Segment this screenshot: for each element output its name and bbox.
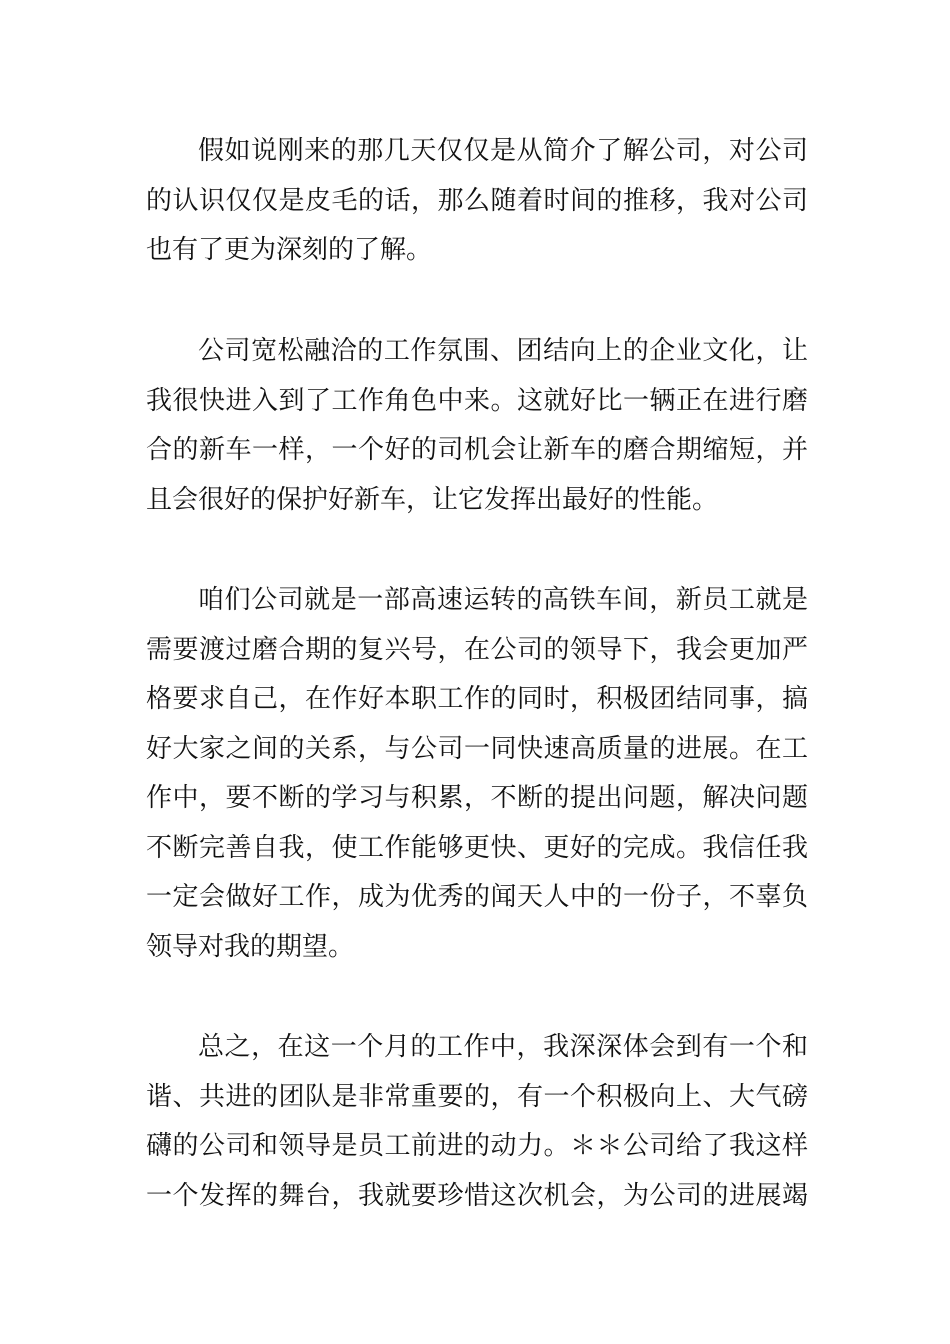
text-line: 谐、共进的团队是非常重要的，有一个积极向上、大气磅: [146, 1081, 808, 1112]
text-line: 假如说刚来的那几天仅仅是从简介了解公司，对公司: [198, 136, 808, 166]
text-line: 也有了更为深刻的了解。: [146, 235, 433, 265]
paragraph-4: [146, 1023, 808, 1221]
text-line: 的认识仅仅是皮毛的话，那么随着时间的推移，我对公司: [146, 185, 808, 216]
paragraph-2: [146, 327, 808, 525]
text-line: 合的新车一样，一个好的司机会让新车的磨合期缩短，并: [146, 435, 808, 465]
text-line: 总之，在这一个月的工作中，我深深体会到有一个和: [198, 1032, 808, 1062]
text-line: 我很快进入到了工作角色中来。这就好比一辆正在进行磨: [146, 385, 808, 416]
paragraph-1: [146, 127, 808, 276]
text-line: 且会很好的保护好新车，让它发挥出最好的性能。: [146, 484, 719, 515]
text-line: 不断完善自我，使工作能够更快、更好的完成。我信任我: [146, 832, 808, 863]
text-line: 格要求自己，在作好本职工作的同时，积极团结同事，搞: [146, 684, 808, 714]
text-line: 需要渡过磨合期的复兴号，在公司的领导下，我会更加严: [146, 634, 808, 665]
text-line: 公司宽松融洽的工作氛围、团结向上的企业文化，让: [198, 336, 808, 366]
text-line: 作中，要不断的学习与积累，不断的提出问题，解决问题: [146, 783, 808, 813]
text-line: 一定会做好工作，成为优秀的闻天人中的一份子，不辜负: [146, 882, 808, 912]
paragraph-3: [146, 576, 808, 972]
text-line: 领导对我的期望。: [146, 931, 355, 962]
text-line: 好大家之间的关系，与公司一同快速高质量的进展。在工: [146, 733, 808, 764]
text-line: 礴的公司和领导是员工前进的动力。＊＊公司给了我这样: [146, 1131, 808, 1161]
text-line: 一个发挥的舞台，我就要珍惜这次机会，为公司的进展竭: [146, 1180, 808, 1211]
text-line: 咱们公司就是一部高速运转的高铁车间，新员工就是: [198, 585, 808, 615]
